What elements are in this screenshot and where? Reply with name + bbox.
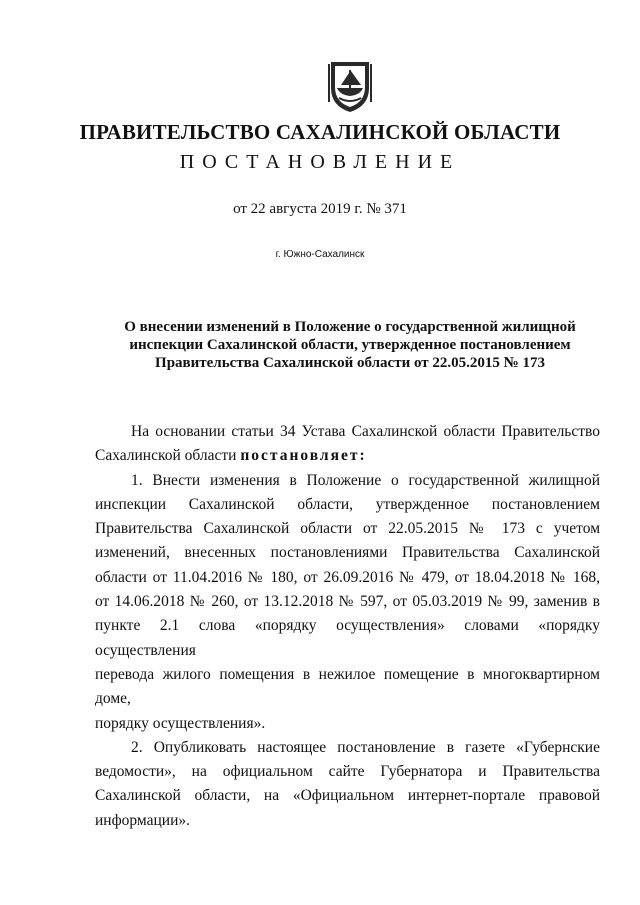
item-2-line: информации». — [95, 811, 190, 829]
resolves-word: постановляет: — [240, 447, 367, 465]
item-2-line: 2. Опубликовать настоящее постановление в газете «Губернские — [131, 738, 600, 756]
government-name: ПРАВИТЕЛЬСТВО САХАЛИНСКОЙ ОБЛАСТИ — [79, 120, 561, 144]
item-2-line: ведомости», на официальном сайте Губернатора и Правительства — [95, 763, 600, 781]
document-title — [100, 318, 600, 372]
intro-text: Сахалинской области — [95, 447, 241, 465]
item-1-line: Правительства Сахалинской области от 22.05.2015 № 173 с учетом — [95, 520, 600, 538]
item-2-line: Сахалинской области, на «Официальном интернет-портале правовой — [95, 787, 600, 805]
item-1-line: инспекции Сахалинской области, утвержденное постановлением — [95, 495, 600, 513]
document-date-number: от 22 августа 2019 г. № 371 — [233, 201, 407, 217]
document-title-line: О внесении изменений в Положение о государственной жилищной — [124, 319, 576, 335]
intro-paragraph — [95, 420, 600, 469]
intro-line — [95, 444, 600, 468]
document-title-line: Правительства Сахалинской области от 22.05.2015 № 173 — [155, 355, 545, 371]
item-1-paragraph — [95, 469, 600, 736]
intro-line: На основании статьи 34 Устава Сахалинской области Правительство — [131, 423, 600, 440]
item-2-paragraph — [95, 736, 600, 833]
item-1-line: области от 11.04.2016 № 180, от 26.09.2016 № 479, от 18.04.2018 № 168, — [95, 568, 600, 586]
item-1-line: порядку осуществления». — [95, 714, 266, 732]
document-type: ПОСТАНОВЛЕНИЕ — [179, 151, 461, 173]
coat-of-arms-icon — [327, 58, 373, 114]
item-1-line: изменений, внесенных постановлениями Правительства Сахалинской — [95, 544, 600, 562]
document-body — [95, 420, 600, 833]
item-1-line: пункте 2.1 слова «порядку осуществления» словами «порядку осуществления — [95, 617, 600, 659]
item-1-line: 1. Внести изменения в Положение о государственной жилищной — [131, 471, 600, 489]
item-1-line: от 14.06.2018 № 260, от 13.12.2018 № 597, от 05.03.2019 № 99, заменив в — [95, 593, 600, 611]
document-title-line: инспекции Сахалинской области, утвержденное постановлением — [129, 337, 571, 353]
item-1-line: перевода жилого помещения в нежилое помещение в многоквартирном доме, — [95, 665, 600, 708]
document-place: г. Южно-Сахалинск — [275, 249, 365, 260]
